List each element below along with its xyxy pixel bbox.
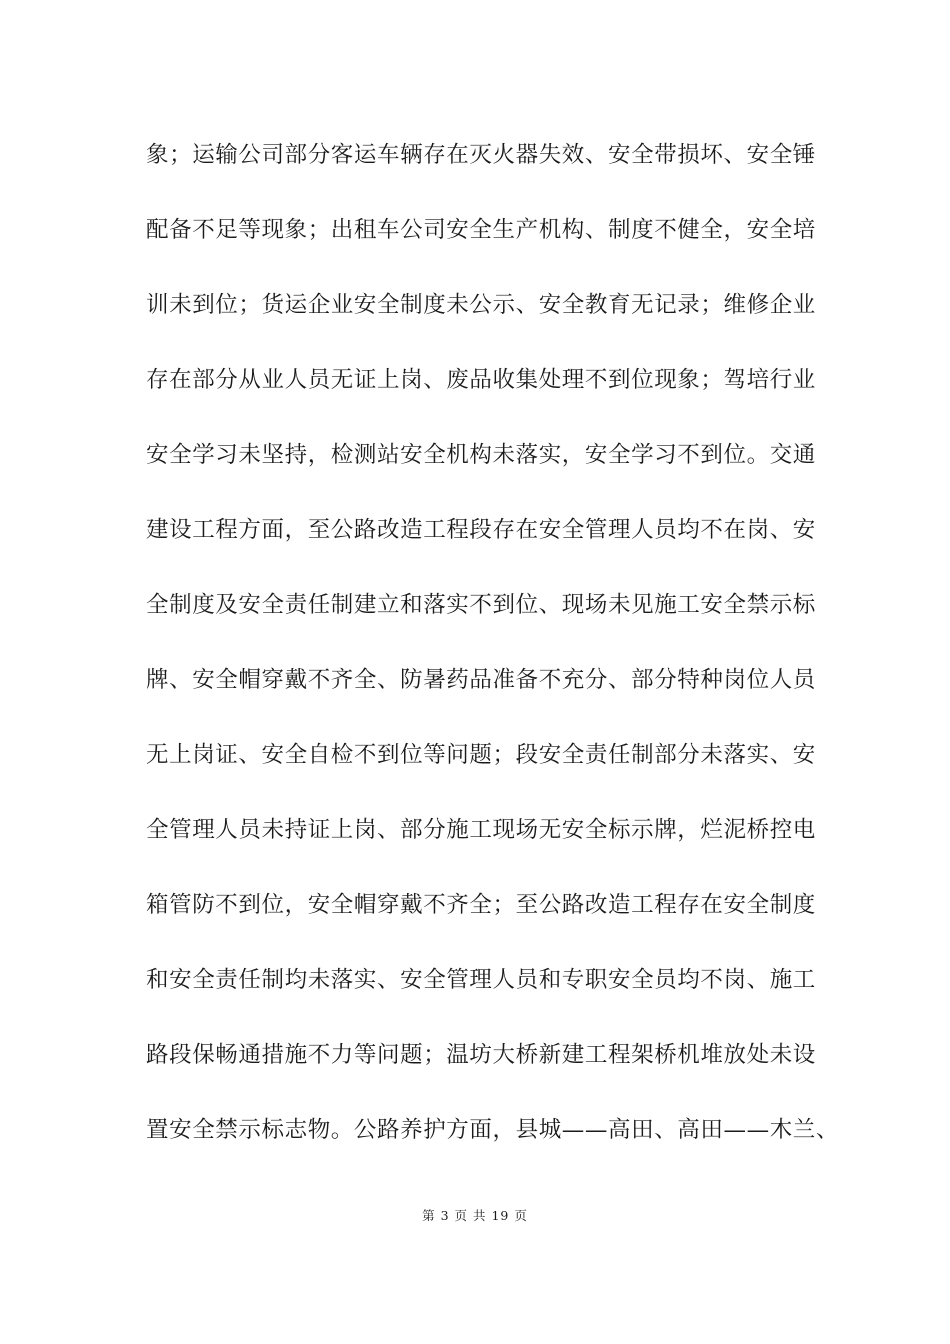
text-line: 置安全禁示标志物。公路养护方面，县城——高田、高田——木兰、: [146, 1117, 840, 1143]
text-line: 安全学习未坚持，检测站安全机构未落实，安全学习不到位。交通: [146, 442, 816, 468]
text-line: 箱管防不到位，安全帽穿戴不齐全；至公路改造工程存在安全制度: [146, 892, 816, 918]
text-line: 牌、安全帽穿戴不齐全、防暑药品准备不充分、部分特种岗位人员: [146, 667, 816, 693]
text-line: 建设工程方面，至公路改造工程段存在安全管理人员均不在岗、安: [146, 517, 816, 543]
text-line: 无上岗证、安全自检不到位等问题；段安全责任制部分未落实、安: [146, 742, 816, 768]
text-line: 存在部分从业人员无证上岗、废品收集处理不到位现象；驾培行业: [146, 367, 816, 393]
body-paragraph: [146, 130, 840, 1180]
text-line: 和安全责任制均未落实、安全管理人员和专职安全员均不岗、施工: [146, 967, 816, 993]
page-number-footer: 第 3 页 共 19 页: [422, 1208, 528, 1223]
text-line: 象；运输公司部分客运车辆存在灭火器失效、安全带损坏、安全锤: [146, 142, 816, 168]
text-line: 全制度及安全责任制建立和落实不到位、现场未见施工安全禁示标: [146, 592, 816, 618]
text-line: 全管理人员未持证上岗、部分施工现场无安全标示牌，烂泥桥控电: [146, 817, 816, 843]
text-line: 路段保畅通措施不力等问题；温坊大桥新建工程架桥机堆放处未设: [146, 1042, 816, 1068]
text-line: 训未到位；货运企业安全制度未公示、安全教育无记录；维修企业: [146, 292, 816, 318]
text-line: 配备不足等现象；出租车公司安全生产机构、制度不健全，安全培: [146, 217, 816, 243]
